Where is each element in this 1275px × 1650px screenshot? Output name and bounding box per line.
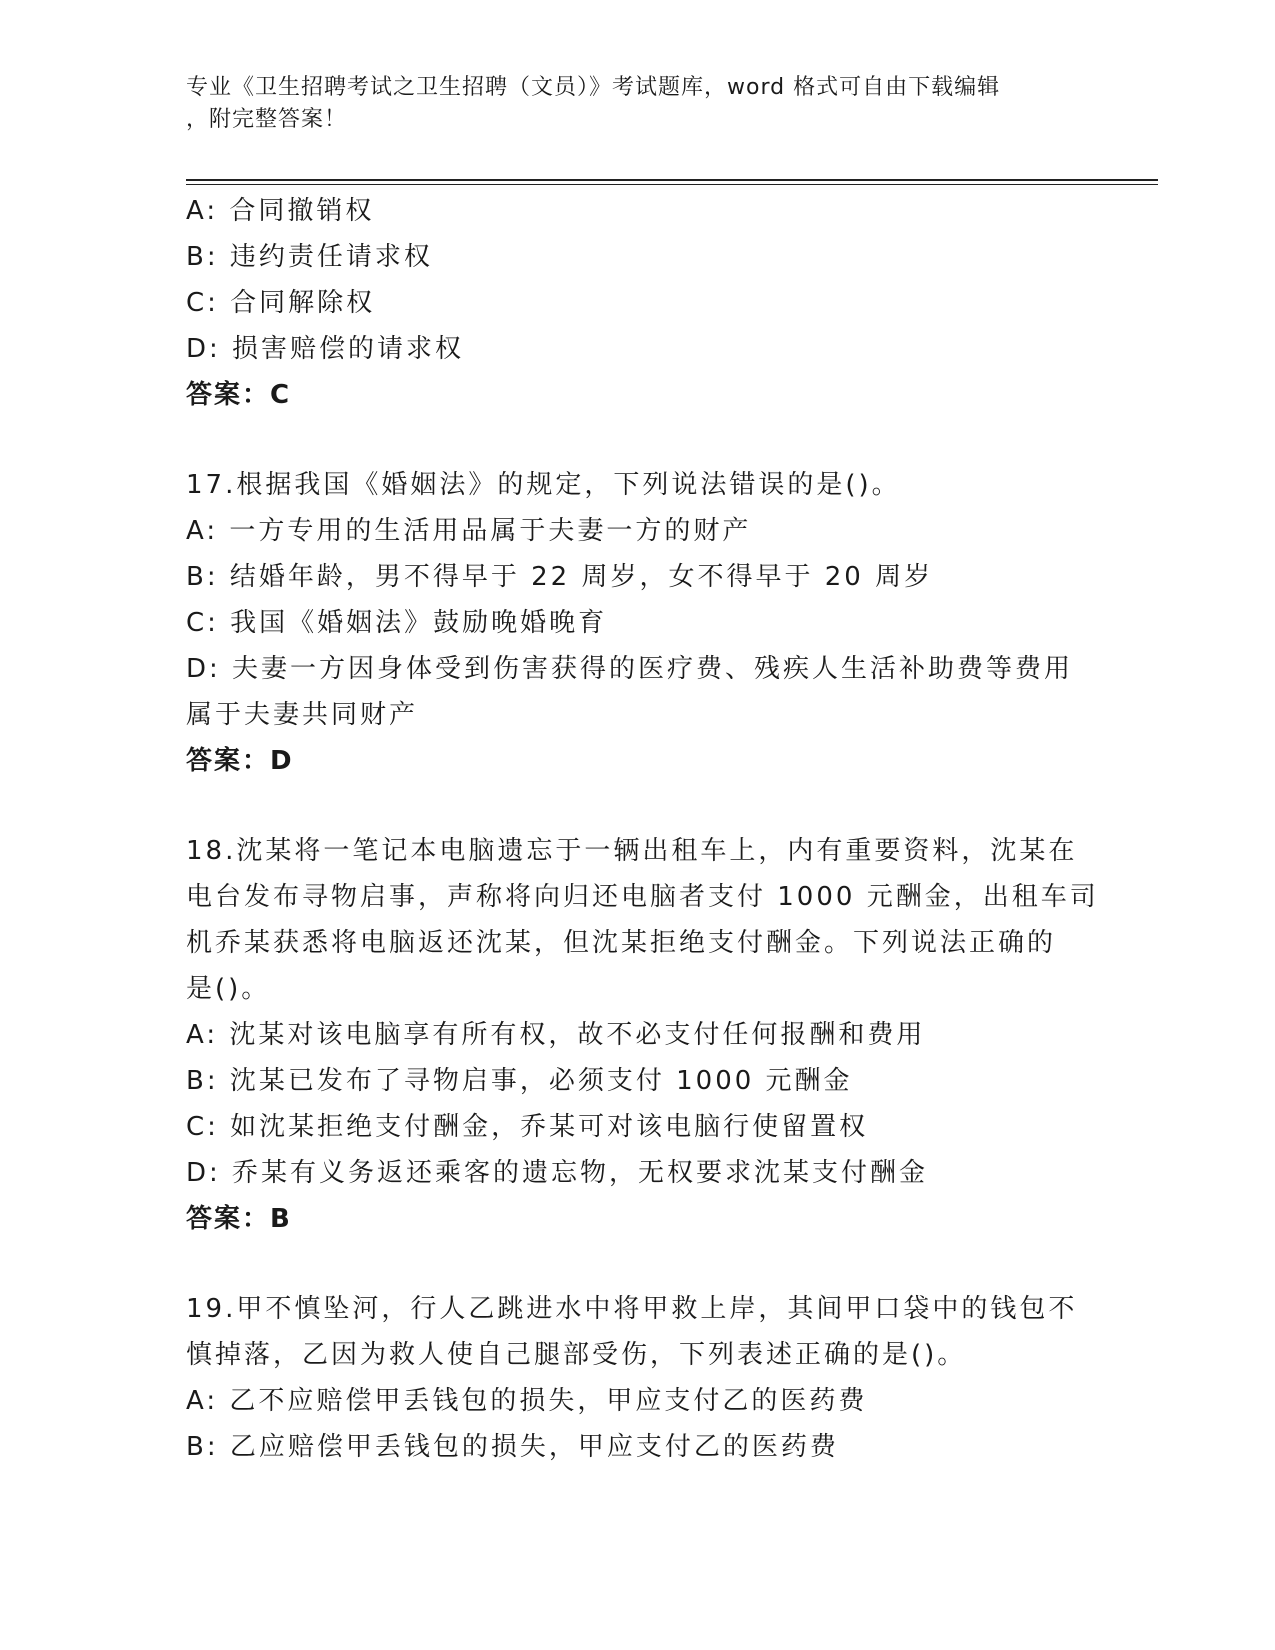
answer-line: 答案：D: [186, 746, 294, 776]
question-stem: 电台发布寻物启事，声称将向归还电脑者支付 1000 元酬金，出租车司: [186, 882, 1099, 912]
option-b: B: 违约责任请求权: [186, 242, 433, 272]
header-line-1: 专业《卫生招聘考试之卫生招聘（文员）》考试题库，word 格式可自由下载编辑: [186, 75, 1001, 100]
question-stem: 是()。: [186, 974, 271, 1004]
option-d: D: 损害赔偿的请求权: [186, 334, 465, 364]
question-stem: 机乔某获悉将电脑返还沈某，但沈某拒绝支付酬金。下列说法正确的: [186, 928, 1057, 958]
option-c: C: 合同解除权: [186, 288, 376, 318]
option-d: D: 乔某有义务返还乘客的遗忘物，无权要求沈某支付酬金: [186, 1158, 929, 1188]
page-header: [186, 72, 1066, 136]
answer-line: 答案：C: [186, 380, 292, 410]
option-a: A: 合同撤销权: [186, 196, 375, 226]
question-16-continued: [186, 188, 1086, 418]
option-b: B: 沈某已发布了寻物启事，必须支付 1000 元酬金: [186, 1066, 853, 1096]
option-b: B: 乙应赔偿甲丢钱包的损失，甲应支付乙的医药费: [186, 1432, 839, 1462]
option-d-continued: 属于夫妻共同财产: [186, 700, 419, 730]
question-18: [186, 828, 1099, 1242]
option-a: A: 沈某对该电脑享有所有权，故不必支付任何报酬和费用: [186, 1020, 926, 1050]
question-stem: 慎掉落，乙因为救人使自己腿部受伤，下列表述正确的是()。: [186, 1340, 967, 1370]
option-c: C: 我国《婚姻法》鼓励晚婚晚育: [186, 608, 608, 638]
option-b: B: 结婚年龄，男不得早于 22 周岁，女不得早于 20 周岁: [186, 562, 934, 592]
question-stem: 19.甲不慎坠河，行人乙跳进水中将甲救上岸，其间甲口袋中的钱包不: [186, 1294, 1078, 1324]
question-17: [186, 462, 1086, 784]
option-a: A: 乙不应赔偿甲丢钱包的损失，甲应支付乙的医药费: [186, 1386, 868, 1416]
answer-line: 答案：B: [186, 1204, 292, 1234]
header-line-2: ，附完整答案！: [186, 107, 348, 132]
option-d: D: 夫妻一方因身体受到伤害获得的医疗费、残疾人生活补助费等费用: [186, 654, 1074, 684]
option-c: C: 如沈某拒绝支付酬金，乔某可对该电脑行使留置权: [186, 1112, 869, 1142]
header-divider-thin: [186, 184, 1158, 185]
option-a: A: 一方专用的生活用品属于夫妻一方的财产: [186, 516, 752, 546]
question-stem: 18.沈某将一笔记本电脑遗忘于一辆出租车上，内有重要资料，沈某在: [186, 836, 1078, 866]
question-stem: 17.根据我国《婚姻法》的规定，下列说法错误的是()。: [186, 470, 901, 500]
question-19: [186, 1286, 1086, 1470]
header-divider: [186, 179, 1158, 181]
question-list: [186, 188, 1099, 1470]
